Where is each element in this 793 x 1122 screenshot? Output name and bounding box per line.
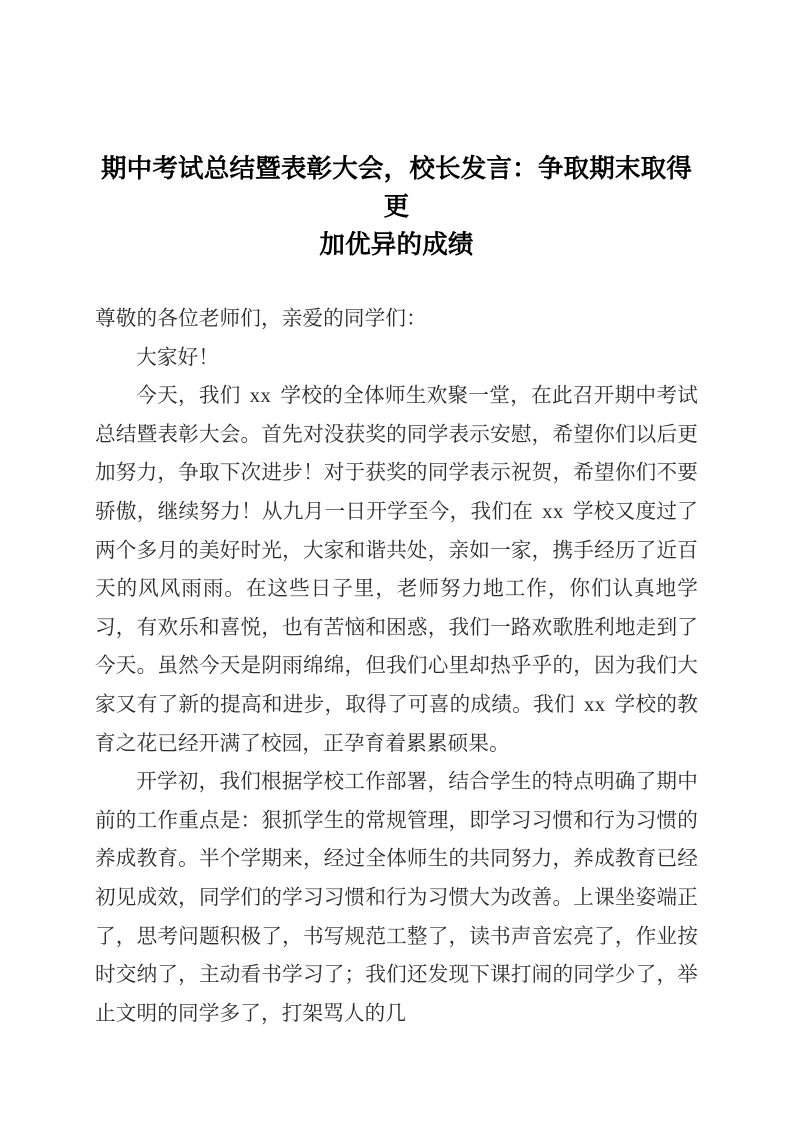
page-title-line-1: 期中考试总结暨表彰大会，校长发言：争取期末取得更 <box>100 154 693 222</box>
paragraph-greeting: 大家好！ <box>136 346 220 369</box>
paragraph-opening: 今天，我们 xx 学校的全体师生欢聚一堂，在此召开期中考试总结暨表彰大会。首先对没获奖的同学表示安慰，希望你们以后更加努力，争取下次进步！对于获奖的同学表示祝贺，希望你们不要骄傲，继续努力！从九月一日开学至今，我们在 xx 学校又度过了两个多月的美好时光，大家和谐共处，亲如一家，携手经历了近百天的风风雨雨。在这些日子里，老师努力地工作，你们认真地学习，有欢乐和喜悦，也有苦恼和困惑，我们一路欢歌胜利地走到了今天。虽然今天是阴雨绵绵，但我们心里却热乎乎的，因为我们大家又有了新的提高和进步，取得了可喜的成绩。我们 xx 学校的教育之花已经开满了校园，正孕育着累累硕果。 <box>95 385 699 755</box>
latin-token: xx <box>583 693 606 716</box>
page-title <box>95 150 698 264</box>
title-body-spacer <box>95 264 698 300</box>
latin-token: xx <box>542 500 564 523</box>
document-body <box>95 150 698 1033</box>
latin-token: xx <box>249 385 272 408</box>
paragraph-term-work: 开学初，我们根据学校工作部署，结合学生的特点明确了期中前的工作重点是：狠抓学生的常规管理，即学习习惯和行为习惯的养成教育。半个学期来，经过全体师生的共同努力，养成教育已经初见成效，同学们的学习习惯和行为习惯大为改善。上课坐姿端正了，思考问题积极了，书写规范工整了，读书声音宏亮了，作业按时交纳了，主动看书学习了；我们还发现下课打闹的同学少了，举止文明的同学多了，打架骂人的几 <box>95 771 698 1025</box>
page-title-line-2: 加优异的成绩 <box>319 230 474 260</box>
paragraph-salutation: 尊敬的各位老师们，亲爱的同学们： <box>95 308 427 330</box>
